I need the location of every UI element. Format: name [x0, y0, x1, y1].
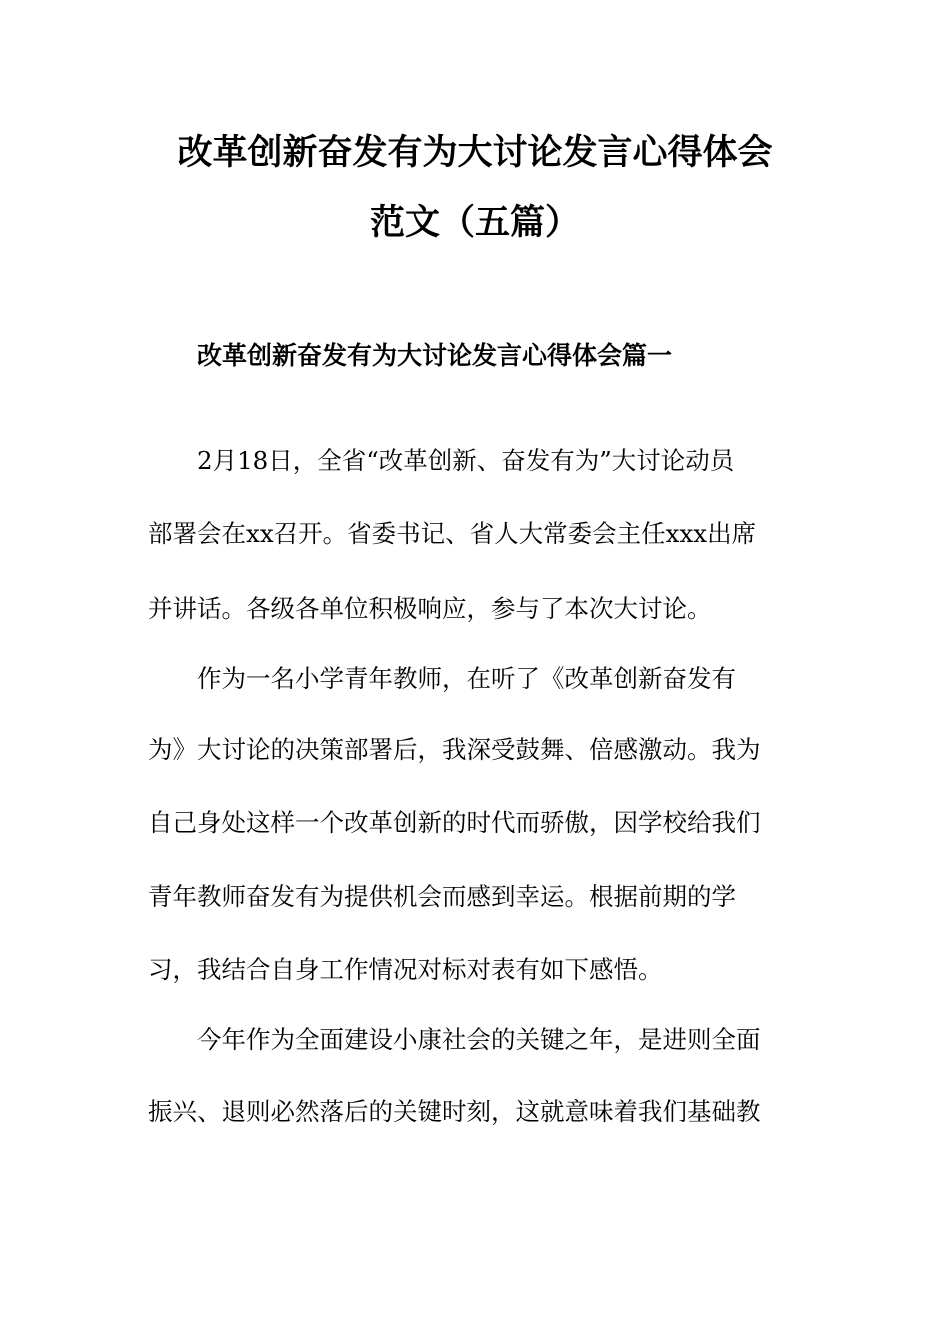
paragraph-line: 2月18日，全省“改革创新、奋发有为”大讨论动员 — [197, 446, 735, 475]
document-title-line-2: 范文（五篇） — [369, 203, 580, 243]
paragraph-line: 今年作为全面建设小康社会的关键之年，是进则全面 — [197, 1025, 761, 1054]
paragraph-line: 并讲话。各级各单位积极响应，参与了本次大讨论。 — [148, 594, 712, 623]
paragraph-line: 习，我结合自身工作情况对标对表有如下感悟。 — [148, 955, 663, 984]
paragraph-line: 振兴、退则必然落后的关键时刻，这就意味着我们基础教 — [148, 1097, 761, 1126]
paragraph-line: 作为一名小学青年教师，在听了《改革创新奋发有 — [197, 664, 736, 693]
paragraph-line: 自己身处这样一个改革创新的时代而骄傲，因学校给我们 — [148, 808, 761, 837]
document-title-line-1: 改革创新奋发有为大讨论发言心得体会 — [177, 133, 773, 173]
paragraph-line: 青年教师奋发有为提供机会而感到幸运。根据前期的学 — [148, 882, 736, 911]
paragraph-line: 为》大讨论的决策部署后，我深受鼓舞、倍感激动。我为 — [148, 735, 761, 764]
paragraph-line: 部署会在xx召开。省委书记、省人大常委会主任xxx出席 — [148, 519, 757, 548]
section-heading: 改革创新奋发有为大讨论发言心得体会篇一 — [197, 341, 673, 370]
